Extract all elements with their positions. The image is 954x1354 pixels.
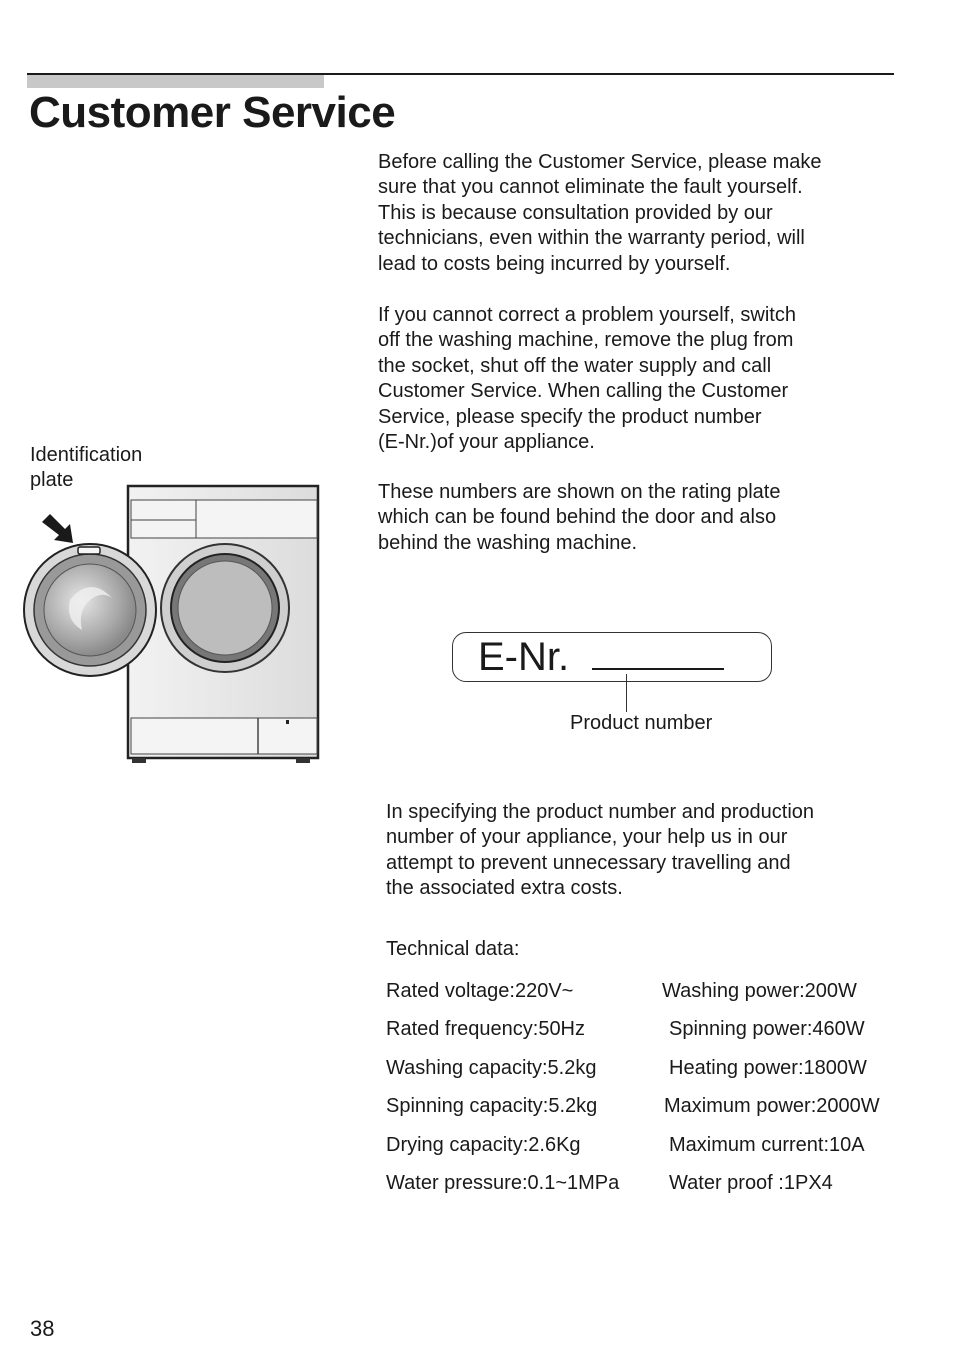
technical-data-right-column [662, 978, 880, 1208]
intro-paragraph-3: These numbers are shown on the rating plate which can be found behind the door and also behind the washing machine. [378, 481, 781, 554]
tech-spec-item: Rated voltage:220V~ [386, 980, 574, 1002]
page-number: 38 [30, 1316, 55, 1341]
product-number-leader-line [626, 674, 627, 712]
intro-paragraph-2: If you cannot correct a problem yourself, switch off the washing machine, remove the plug from the socket, shut off the water supply and call Customer Service. When calling the Customer Service, please specify the product number (E-Nr.)of your appliance. [378, 304, 796, 454]
tech-spec-item: Heating power:1800W [669, 1056, 867, 1079]
header-accent-bar [27, 75, 324, 88]
tech-spec-item: Spinning capacity:5.2kg [386, 1095, 598, 1118]
closing-paragraph: In specifying the product number and production number of your appliance, your help us in our attempt to prevent unnecessary travelling and the associated extra costs. [386, 801, 815, 900]
tech-spec-item: Maximum power:2000W [664, 1095, 880, 1118]
tech-spec-item: Water pressure:0.1~1MPa [386, 1171, 620, 1194]
tech-spec-item: Drying capacity:2.6Kg [386, 1133, 581, 1156]
technical-data-title: Technical data: [386, 938, 520, 960]
product-number-label: Product number [570, 712, 713, 734]
washing-machine-illustration [20, 480, 330, 770]
tech-spec-item: Rated frequency:50Hz [386, 1018, 586, 1041]
tech-spec-item: Washing capacity:5.2kg [386, 1056, 597, 1079]
technical-data-left-column [386, 978, 619, 1208]
page-title: Customer Service [29, 88, 396, 137]
intro-paragraph-1: Before calling the Customer Service, please make sure that you cannot eliminate the fault yourself. This is because consultation provided by our technicians, even within the warranty period, will lead to costs being incurred by yourself. [378, 151, 822, 275]
tech-spec-item: Maximum current:10A [669, 1133, 865, 1156]
enr-underline [592, 668, 724, 670]
enr-label: E-Nr. [478, 635, 570, 679]
tech-spec-item: Water proof :1PX4 [669, 1171, 833, 1194]
tech-spec-item: Washing power:200W [662, 980, 857, 1002]
identification-plate-label: Identification plate [30, 444, 143, 491]
header-rule [27, 73, 894, 75]
tech-spec-item: Spinning power:460W [669, 1018, 865, 1041]
